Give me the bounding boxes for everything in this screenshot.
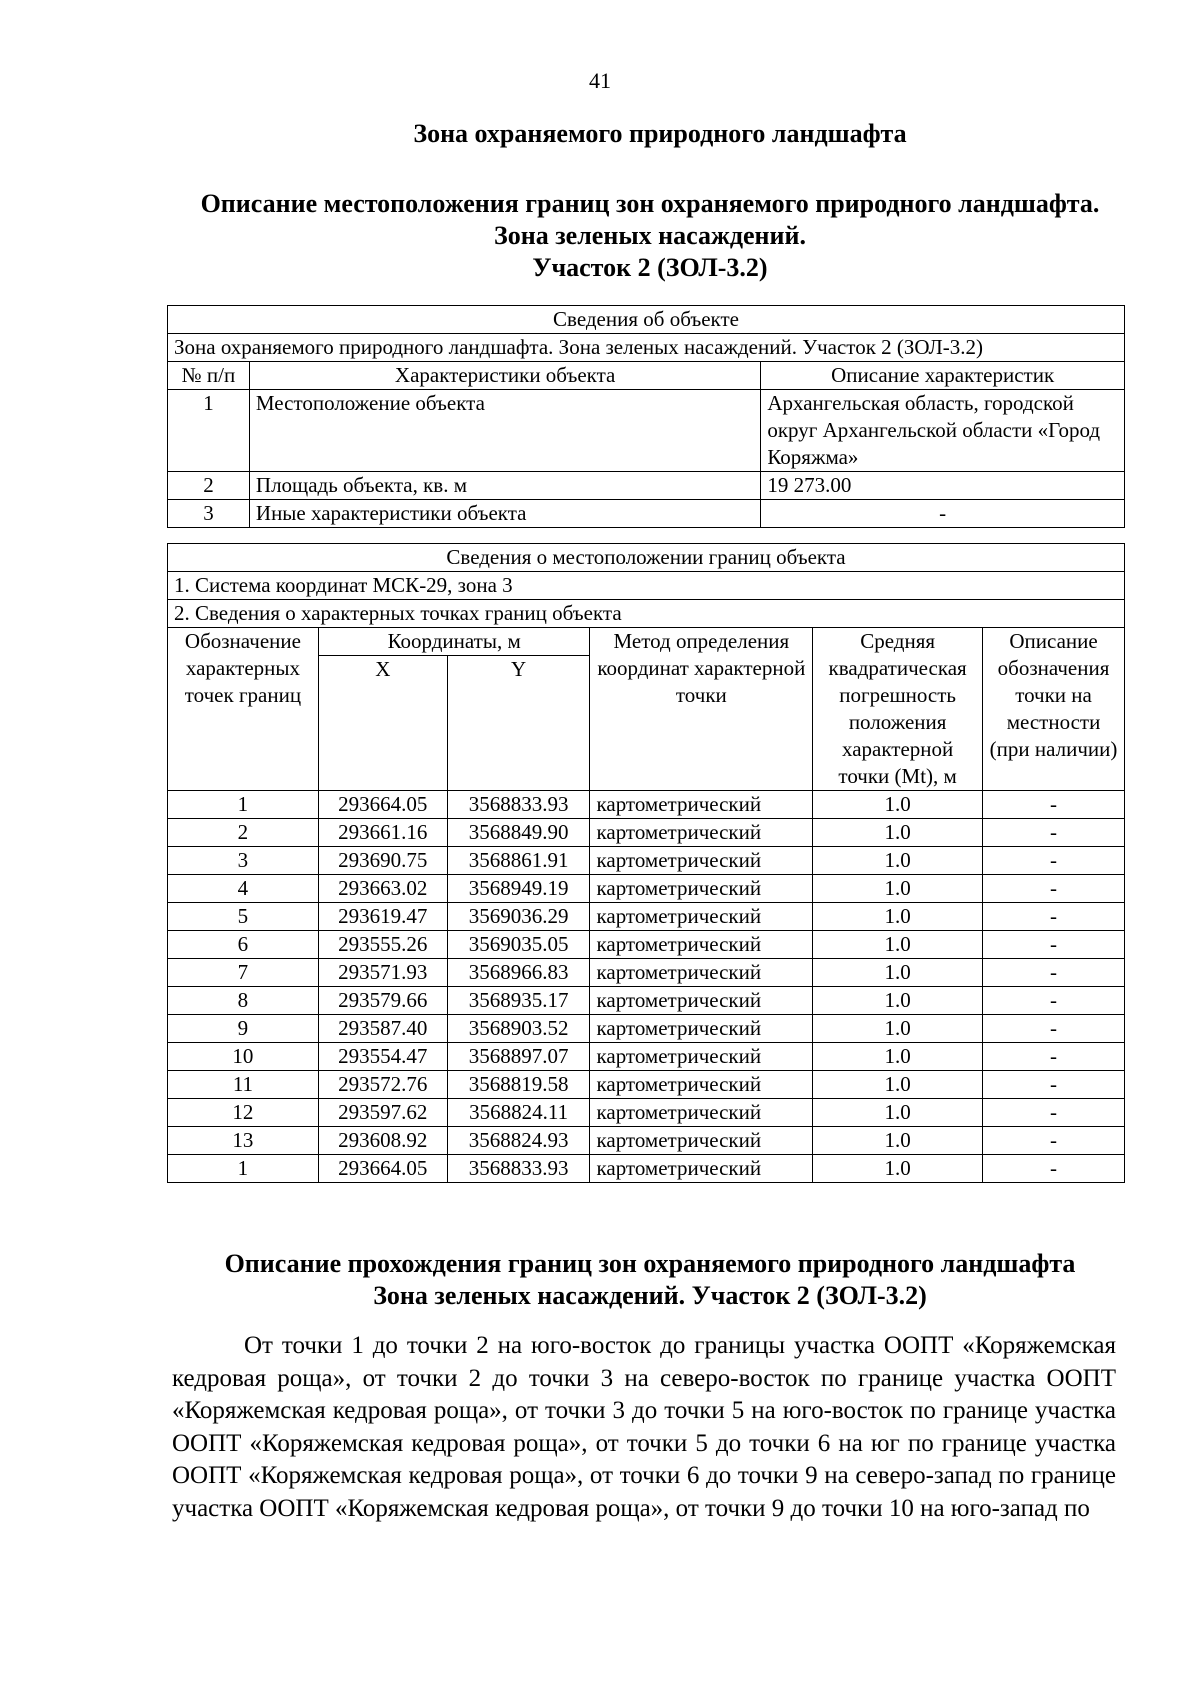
- column-header-number: № п/п: [168, 362, 250, 390]
- passage-title-line-1: Описание прохождения границ зон охраняемого природного ландшафта: [224, 1249, 1076, 1278]
- page-number: 41: [589, 68, 611, 93]
- column-header-coordinates: Координаты, м: [318, 628, 590, 656]
- point-error: 1.0: [813, 875, 983, 903]
- point-number: 3: [168, 847, 319, 875]
- point-number: 1: [168, 1155, 319, 1183]
- point-number: 9: [168, 1015, 319, 1043]
- location-table: [167, 543, 1125, 1183]
- table-row: [168, 903, 1125, 931]
- table-row: [168, 791, 1125, 819]
- point-number: 11: [168, 1071, 319, 1099]
- column-header-point-description: Описание обозначения точки на местности (при наличии): [983, 628, 1125, 791]
- table-row: [168, 875, 1125, 903]
- point-error: 1.0: [813, 959, 983, 987]
- column-header-characteristic: Характеристики объекта: [249, 362, 760, 390]
- point-number: 1: [168, 791, 319, 819]
- point-method: картометрический: [590, 819, 813, 847]
- passage-title: [0, 1248, 1200, 1312]
- point-method: картометрический: [590, 959, 813, 987]
- point-description: -: [983, 959, 1125, 987]
- row-number: 3: [168, 500, 250, 528]
- point-y: 3568935.17: [447, 987, 590, 1015]
- description-title-line-1: Описание местоположения границ зон охраняемого природного ландшафта.: [200, 189, 1100, 218]
- point-method: картометрический: [590, 791, 813, 819]
- point-y: 3568849.90: [447, 819, 590, 847]
- point-y: 3568903.52: [447, 1015, 590, 1043]
- point-number: 13: [168, 1127, 319, 1155]
- row-value: Архангельская область, городской округ Архангельской области «Город Коряжма»: [761, 390, 1125, 472]
- point-description: -: [983, 931, 1125, 959]
- point-x: 293619.47: [318, 903, 447, 931]
- points-table-body: [168, 791, 1125, 1183]
- point-description: -: [983, 1099, 1125, 1127]
- point-error: 1.0: [813, 1099, 983, 1127]
- table-row: [168, 390, 1125, 472]
- point-x: 293661.16: [318, 819, 447, 847]
- column-header-description: Описание характеристик: [761, 362, 1125, 390]
- point-method: картометрический: [590, 987, 813, 1015]
- row-number: 2: [168, 472, 250, 500]
- object-info-subheader: Зона охраняемого природного ландшафта. Зона зеленых насаждений. Участок 2 (ЗОЛ-3.2): [168, 334, 1125, 362]
- table-row: [168, 1015, 1125, 1043]
- point-y: 3568949.19: [447, 875, 590, 903]
- point-y: 3568819.58: [447, 1071, 590, 1099]
- column-header-method: Метод определения координат характерной точки: [590, 628, 813, 791]
- point-x: 293555.26: [318, 931, 447, 959]
- point-method: картометрический: [590, 903, 813, 931]
- point-error: 1.0: [813, 1043, 983, 1071]
- point-number: 6: [168, 931, 319, 959]
- point-x: 293554.47: [318, 1043, 447, 1071]
- object-info-table: [167, 305, 1125, 528]
- point-method: картометрический: [590, 875, 813, 903]
- column-header-x: X: [318, 656, 447, 791]
- row-characteristic: Иные характеристики объекта: [249, 500, 760, 528]
- point-method: картометрический: [590, 1043, 813, 1071]
- point-number: 2: [168, 819, 319, 847]
- table-row: [168, 1155, 1125, 1183]
- point-error: 1.0: [813, 903, 983, 931]
- point-method: картометрический: [590, 1155, 813, 1183]
- table-row: [168, 500, 1125, 528]
- row-characteristic: Площадь объекта, кв. м: [249, 472, 760, 500]
- location-header: Сведения о местоположении границ объекта: [168, 544, 1125, 572]
- point-method: картометрический: [590, 1127, 813, 1155]
- point-description: -: [983, 819, 1125, 847]
- point-x: 293597.62: [318, 1099, 447, 1127]
- point-x: 293608.92: [318, 1127, 447, 1155]
- point-error: 1.0: [813, 791, 983, 819]
- point-method: картометрический: [590, 1099, 813, 1127]
- point-description: -: [983, 1043, 1125, 1071]
- description-title-line-3: Участок 2 (ЗОЛ-3.2): [532, 253, 768, 282]
- point-y: 3569035.05: [447, 931, 590, 959]
- point-method: картометрический: [590, 1015, 813, 1043]
- point-error: 1.0: [813, 819, 983, 847]
- table-row: [168, 931, 1125, 959]
- column-header-error: Средняя квадратическая погрешность положения характерной точки (Mt), м: [813, 628, 983, 791]
- passage-title-line-2: Зона зеленых насаждений. Участок 2 (ЗОЛ-3.2): [373, 1281, 927, 1310]
- point-x: 293587.40: [318, 1015, 447, 1043]
- table-row: [168, 959, 1125, 987]
- table-row: [168, 472, 1125, 500]
- point-number: 12: [168, 1099, 319, 1127]
- point-description: -: [983, 903, 1125, 931]
- point-number: 8: [168, 987, 319, 1015]
- point-description: -: [983, 1015, 1125, 1043]
- point-number: 10: [168, 1043, 319, 1071]
- table-row: [168, 819, 1125, 847]
- point-x: 293664.05: [318, 791, 447, 819]
- point-number: 5: [168, 903, 319, 931]
- point-description: -: [983, 1155, 1125, 1183]
- point-x: 293663.02: [318, 875, 447, 903]
- point-error: 1.0: [813, 1155, 983, 1183]
- point-description: -: [983, 1071, 1125, 1099]
- point-y: 3569036.29: [447, 903, 590, 931]
- object-info-header: Сведения об объекте: [168, 306, 1125, 334]
- row-value: -: [761, 500, 1125, 528]
- point-x: 293664.05: [318, 1155, 447, 1183]
- point-method: картометрический: [590, 847, 813, 875]
- row-value: 19 273.00: [761, 472, 1125, 500]
- coordinate-system: 1. Система координат МСК-29, зона 3: [168, 572, 1125, 600]
- point-error: 1.0: [813, 1127, 983, 1155]
- point-number: 7: [168, 959, 319, 987]
- point-y: 3568833.93: [447, 1155, 590, 1183]
- point-method: картометрический: [590, 931, 813, 959]
- table-row: [168, 1071, 1125, 1099]
- zone-title: Зона охраняемого природного ландшафта: [413, 119, 907, 148]
- point-description: -: [983, 1127, 1125, 1155]
- table-row: [168, 847, 1125, 875]
- description-title-line-2: Зона зеленых насаждений.: [494, 221, 806, 250]
- point-description: -: [983, 791, 1125, 819]
- description-title: [0, 188, 1200, 284]
- table-row: [168, 1043, 1125, 1071]
- point-description: -: [983, 847, 1125, 875]
- point-x: 293579.66: [318, 987, 447, 1015]
- row-characteristic: Местоположение объекта: [249, 390, 760, 472]
- table-row: [168, 987, 1125, 1015]
- point-x: 293690.75: [318, 847, 447, 875]
- point-y: 3568897.07: [447, 1043, 590, 1071]
- point-x: 293572.76: [318, 1071, 447, 1099]
- point-y: 3568833.93: [447, 791, 590, 819]
- point-number: 4: [168, 875, 319, 903]
- point-y: 3568966.83: [447, 959, 590, 987]
- table-row: [168, 1127, 1125, 1155]
- point-y: 3568824.93: [447, 1127, 590, 1155]
- point-method: картометрический: [590, 1071, 813, 1099]
- point-error: 1.0: [813, 1071, 983, 1099]
- point-x: 293571.93: [318, 959, 447, 987]
- point-description: -: [983, 987, 1125, 1015]
- point-error: 1.0: [813, 847, 983, 875]
- point-error: 1.0: [813, 987, 983, 1015]
- point-error: 1.0: [813, 1015, 983, 1043]
- point-error: 1.0: [813, 931, 983, 959]
- column-header-y: Y: [447, 656, 590, 791]
- table-row: [168, 1099, 1125, 1127]
- row-number: 1: [168, 390, 250, 472]
- point-description: -: [983, 875, 1125, 903]
- point-y: 3568824.11: [447, 1099, 590, 1127]
- passage-paragraph: От точки 1 до точки 2 на юго-восток до границы участка ООПТ «Коряжемская кедровая роща», от точки 2 до точки 3 на северо-восток по границе участка ООПТ «Коряжемская кедровая роща», от точки 3 до точки 5 на юго-восток по границе участка ООПТ «Коряжемская кедровая роща», от точки 5 до точки 6 на юг по границе участка ООПТ «Коряжемская кедровая роща», от точки 6 до точки 9 на северо-запад по границе участка ООПТ «Коряжемская кедровая роща», от точки 9 до точки 10 на юго-запад по: [172, 1332, 1116, 1522]
- points-title: 2. Сведения о характерных точках границ объекта: [168, 600, 1125, 628]
- column-header-designation: Обозначение характерных точек границ: [168, 628, 319, 791]
- point-y: 3568861.91: [447, 847, 590, 875]
